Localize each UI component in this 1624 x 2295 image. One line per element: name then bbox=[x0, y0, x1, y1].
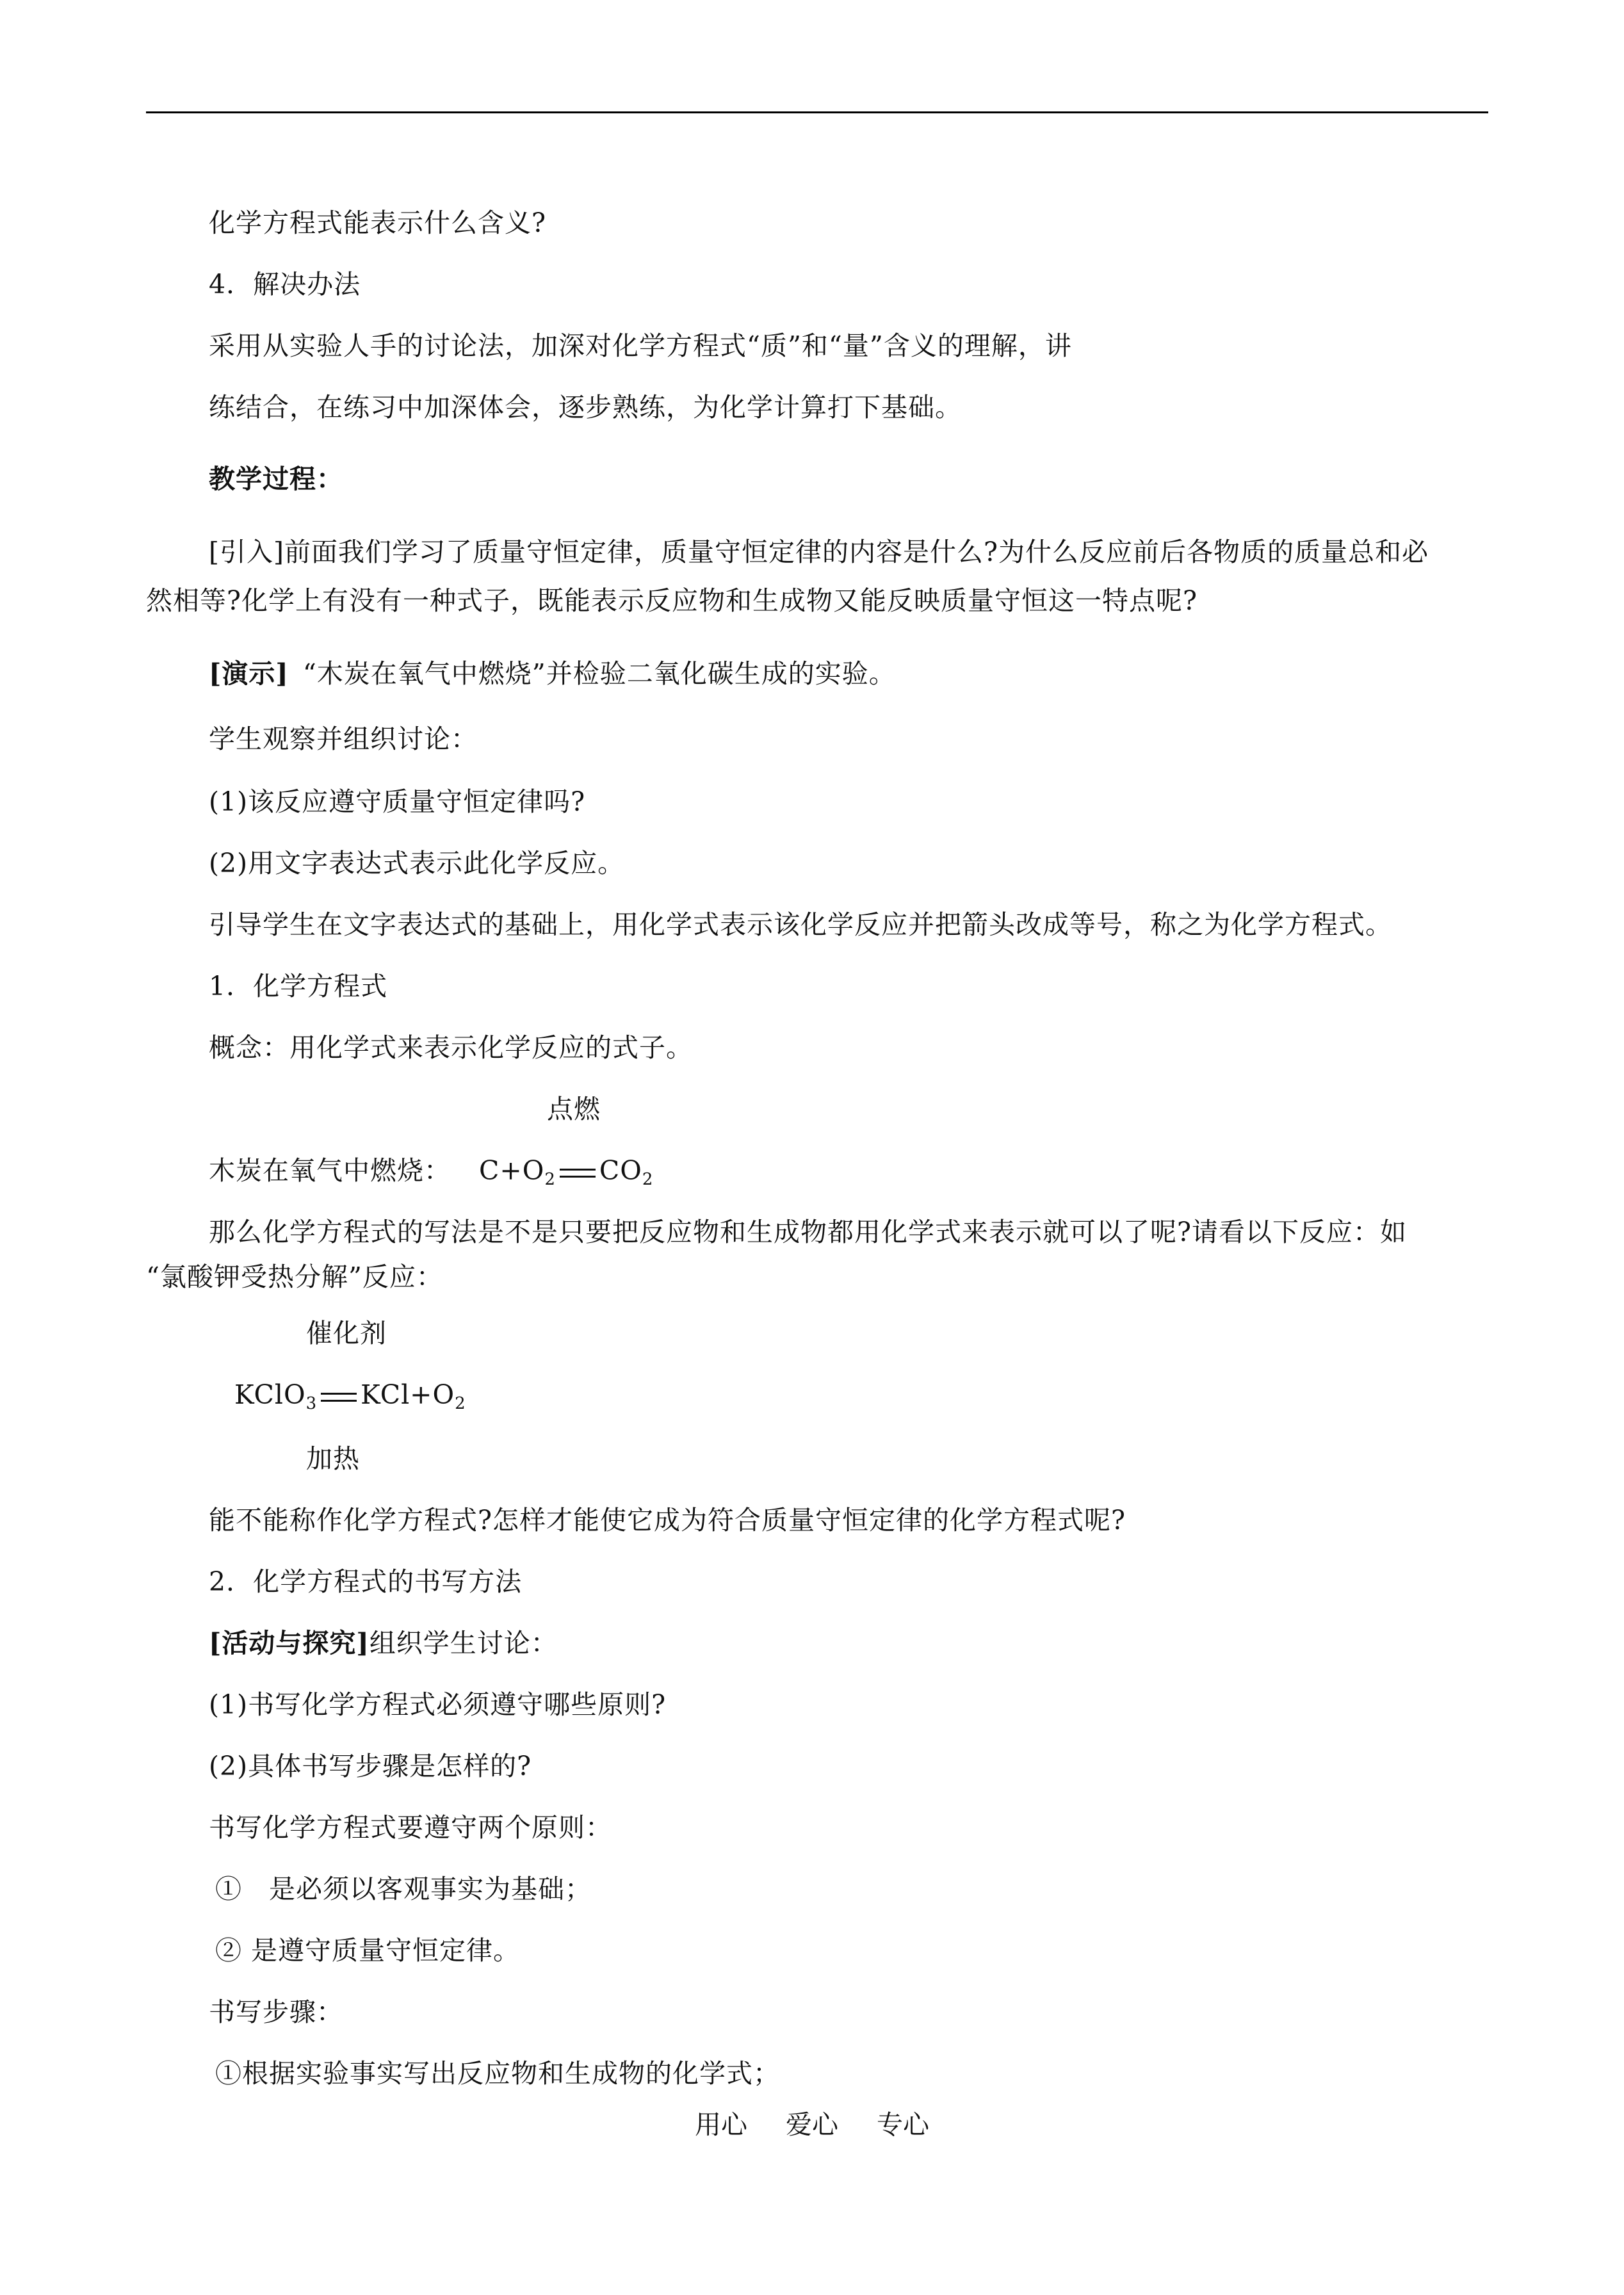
intro-line1: [引入]前面我们学习了质量守恒定律，质量守恒定律的内容是什么?为什么反应前后各物质的质量总和必 bbox=[209, 537, 1429, 567]
observe-discuss: 学生观察并组织讨论： bbox=[209, 724, 478, 754]
activity-question-1: (1)书写化学方程式必须遵守哪些原则? bbox=[209, 1689, 667, 1720]
equation2-catalyst: 催化剂 bbox=[306, 1318, 387, 1349]
concept-text: 概念：用化学式来表示化学反应的式子。 bbox=[209, 1032, 693, 1063]
steps-title: 书写步骤： bbox=[209, 1997, 343, 2027]
equals-sign bbox=[321, 1377, 357, 1413]
section-4-title: 4．解决办法 bbox=[209, 269, 361, 300]
equation2-line bbox=[234, 1377, 466, 1413]
equation2-rhs: KCl+O bbox=[361, 1379, 455, 1410]
activity-question-2: (2)具体书写步骤是怎样的? bbox=[209, 1751, 532, 1781]
equation2-lhs: KClO bbox=[234, 1379, 306, 1410]
principle-2: ② 是遵守质量守恒定律。 bbox=[215, 1935, 521, 1966]
activity-text: 组织学生讨论： bbox=[369, 1628, 558, 1658]
equation1-line bbox=[209, 1153, 653, 1188]
section-1-title: 1．化学方程式 bbox=[209, 971, 388, 1002]
equation2-rhs-subscript: 2 bbox=[455, 1394, 466, 1413]
question-2: (2)用文字表达式表示此化学反应。 bbox=[209, 848, 625, 879]
question-line1: 那么化学方程式的写法是不是只要把反应物和生成物都用化学式来表示就可以了呢?请看以下反应：如 bbox=[209, 1217, 1407, 1247]
section-2-title: 2．化学方程式的书写方法 bbox=[209, 1566, 523, 1597]
step-1: ①根据实验事实写出反应物和生成物的化学式； bbox=[215, 2058, 780, 2089]
section-4-paragraph-line1: 采用从实验人手的讨论法，加深对化学方程式“质”和“量”含义的理解，讲 bbox=[209, 330, 1072, 361]
can-call-question: 能不能称作化学方程式?怎样才能使它成为符合质量守恒定律的化学方程式呢? bbox=[209, 1505, 1126, 1536]
question-1: (1)该反应遵守质量守恒定律吗? bbox=[209, 786, 586, 817]
demo-line bbox=[209, 656, 896, 692]
equals-sign bbox=[560, 1153, 596, 1188]
equation1-label: 木炭在氧气中燃烧： bbox=[209, 1155, 451, 1186]
equation1-rhs: CO bbox=[599, 1155, 642, 1186]
equation1-condition: 点燃 bbox=[547, 1094, 601, 1124]
activity-tag: [活动与探究] bbox=[209, 1628, 369, 1658]
footer-word-2: 爱心 bbox=[786, 2109, 838, 2140]
demo-tag: [演示] bbox=[209, 658, 289, 689]
principle-1: ① 是必须以客观事实为基础； bbox=[215, 1874, 592, 1904]
page-footer bbox=[0, 2107, 1624, 2143]
equation1-lhs: C+O bbox=[479, 1155, 545, 1186]
equation2-lhs-subscript: 3 bbox=[305, 1394, 318, 1413]
header-rule bbox=[146, 111, 1488, 113]
intro-line2: 然相等?化学上有没有一种式子，既能表示反应物和生成物又能反映质量守恒这一特点呢? bbox=[146, 585, 1198, 616]
demo-text: “木炭在氧气中燃烧”并检验二氧化碳生成的实验。 bbox=[302, 658, 896, 689]
guide-text: 引导学生在文字表达式的基础上，用化学式表示该化学反应并把箭头改成等号，称之为化学方程式。 bbox=[209, 909, 1392, 940]
teaching-process-heading: 教学过程： bbox=[209, 464, 343, 494]
footer-word-3: 专心 bbox=[877, 2109, 929, 2140]
question-line2: “氯酸钾受热分解”反应： bbox=[146, 1261, 443, 1292]
footer-word-1: 用心 bbox=[695, 2109, 747, 2140]
question-meaning: 化学方程式能表示什么含义? bbox=[209, 207, 546, 238]
principles-intro: 书写化学方程式要遵守两个原则： bbox=[209, 1812, 612, 1843]
equation1-rhs-subscript: 2 bbox=[642, 1170, 654, 1189]
equation2-heating: 加热 bbox=[306, 1443, 360, 1474]
equation1-lhs-subscript: 2 bbox=[544, 1170, 556, 1189]
section-4-paragraph-line2: 练结合，在练习中加深体会，逐步熟练，为化学计算打下基础。 bbox=[209, 392, 962, 423]
activity-line bbox=[209, 1625, 558, 1661]
